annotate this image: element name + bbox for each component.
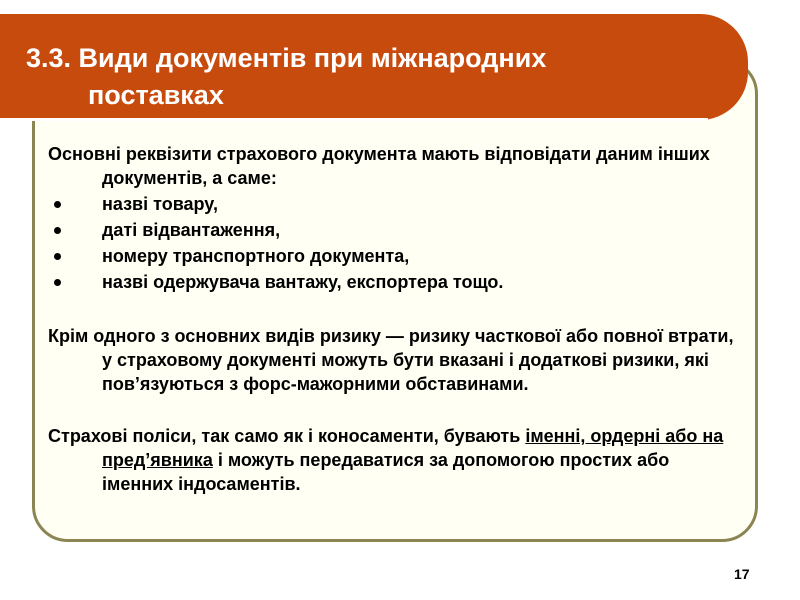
bullet-dot-icon [54,253,61,260]
bullet-item [48,192,738,216]
page-number: 17 [734,566,750,582]
title-underline-rule [0,118,708,121]
slide-title-line1: 3.3. Види документів при міжнародних [26,43,547,73]
bullet-dot-icon [54,201,61,208]
risks-paragraph: Крім одного з основних видів ризику — ризику часткової або повної втрати, у страховому документі можуть бути вказані і додаткові ризики, які пов’язуються з форс-мажорними обставинами. [48,326,734,394]
policies-paragraph [48,424,738,496]
bullet-text: номеру транспортного документа, [102,246,410,266]
slide-body [48,142,738,496]
policies-text-after: і можуть передаватися за допомогою простих або іменних індосаментів. [102,450,670,494]
paragraph-spacer [48,296,738,324]
bullet-item [48,218,738,242]
bullet-text: назві товару, [102,194,218,214]
title-banner [0,14,748,120]
slide-title-line2: поставках [88,80,224,110]
slide-title [26,40,706,114]
bullet-text: даті відвантаження, [102,220,281,240]
policies-text-before: Страхові поліси, так само як і коносаменти, бувають [48,426,526,446]
bullet-dot-icon [54,227,61,234]
bullet-item [48,244,738,268]
policies-underlined-text: іменні, ордерні або на пред’явника [102,426,724,470]
paragraph-spacer [48,396,738,424]
bullet-dot-icon [54,279,61,286]
bullet-item [48,270,738,294]
bullet-list [48,192,738,294]
bullet-text: назві одержувача вантажу, експортера тощо. [102,272,504,292]
intro-paragraph: Основні реквізити страхового документа мають відповідати даним інших документів, а саме: [48,144,710,188]
